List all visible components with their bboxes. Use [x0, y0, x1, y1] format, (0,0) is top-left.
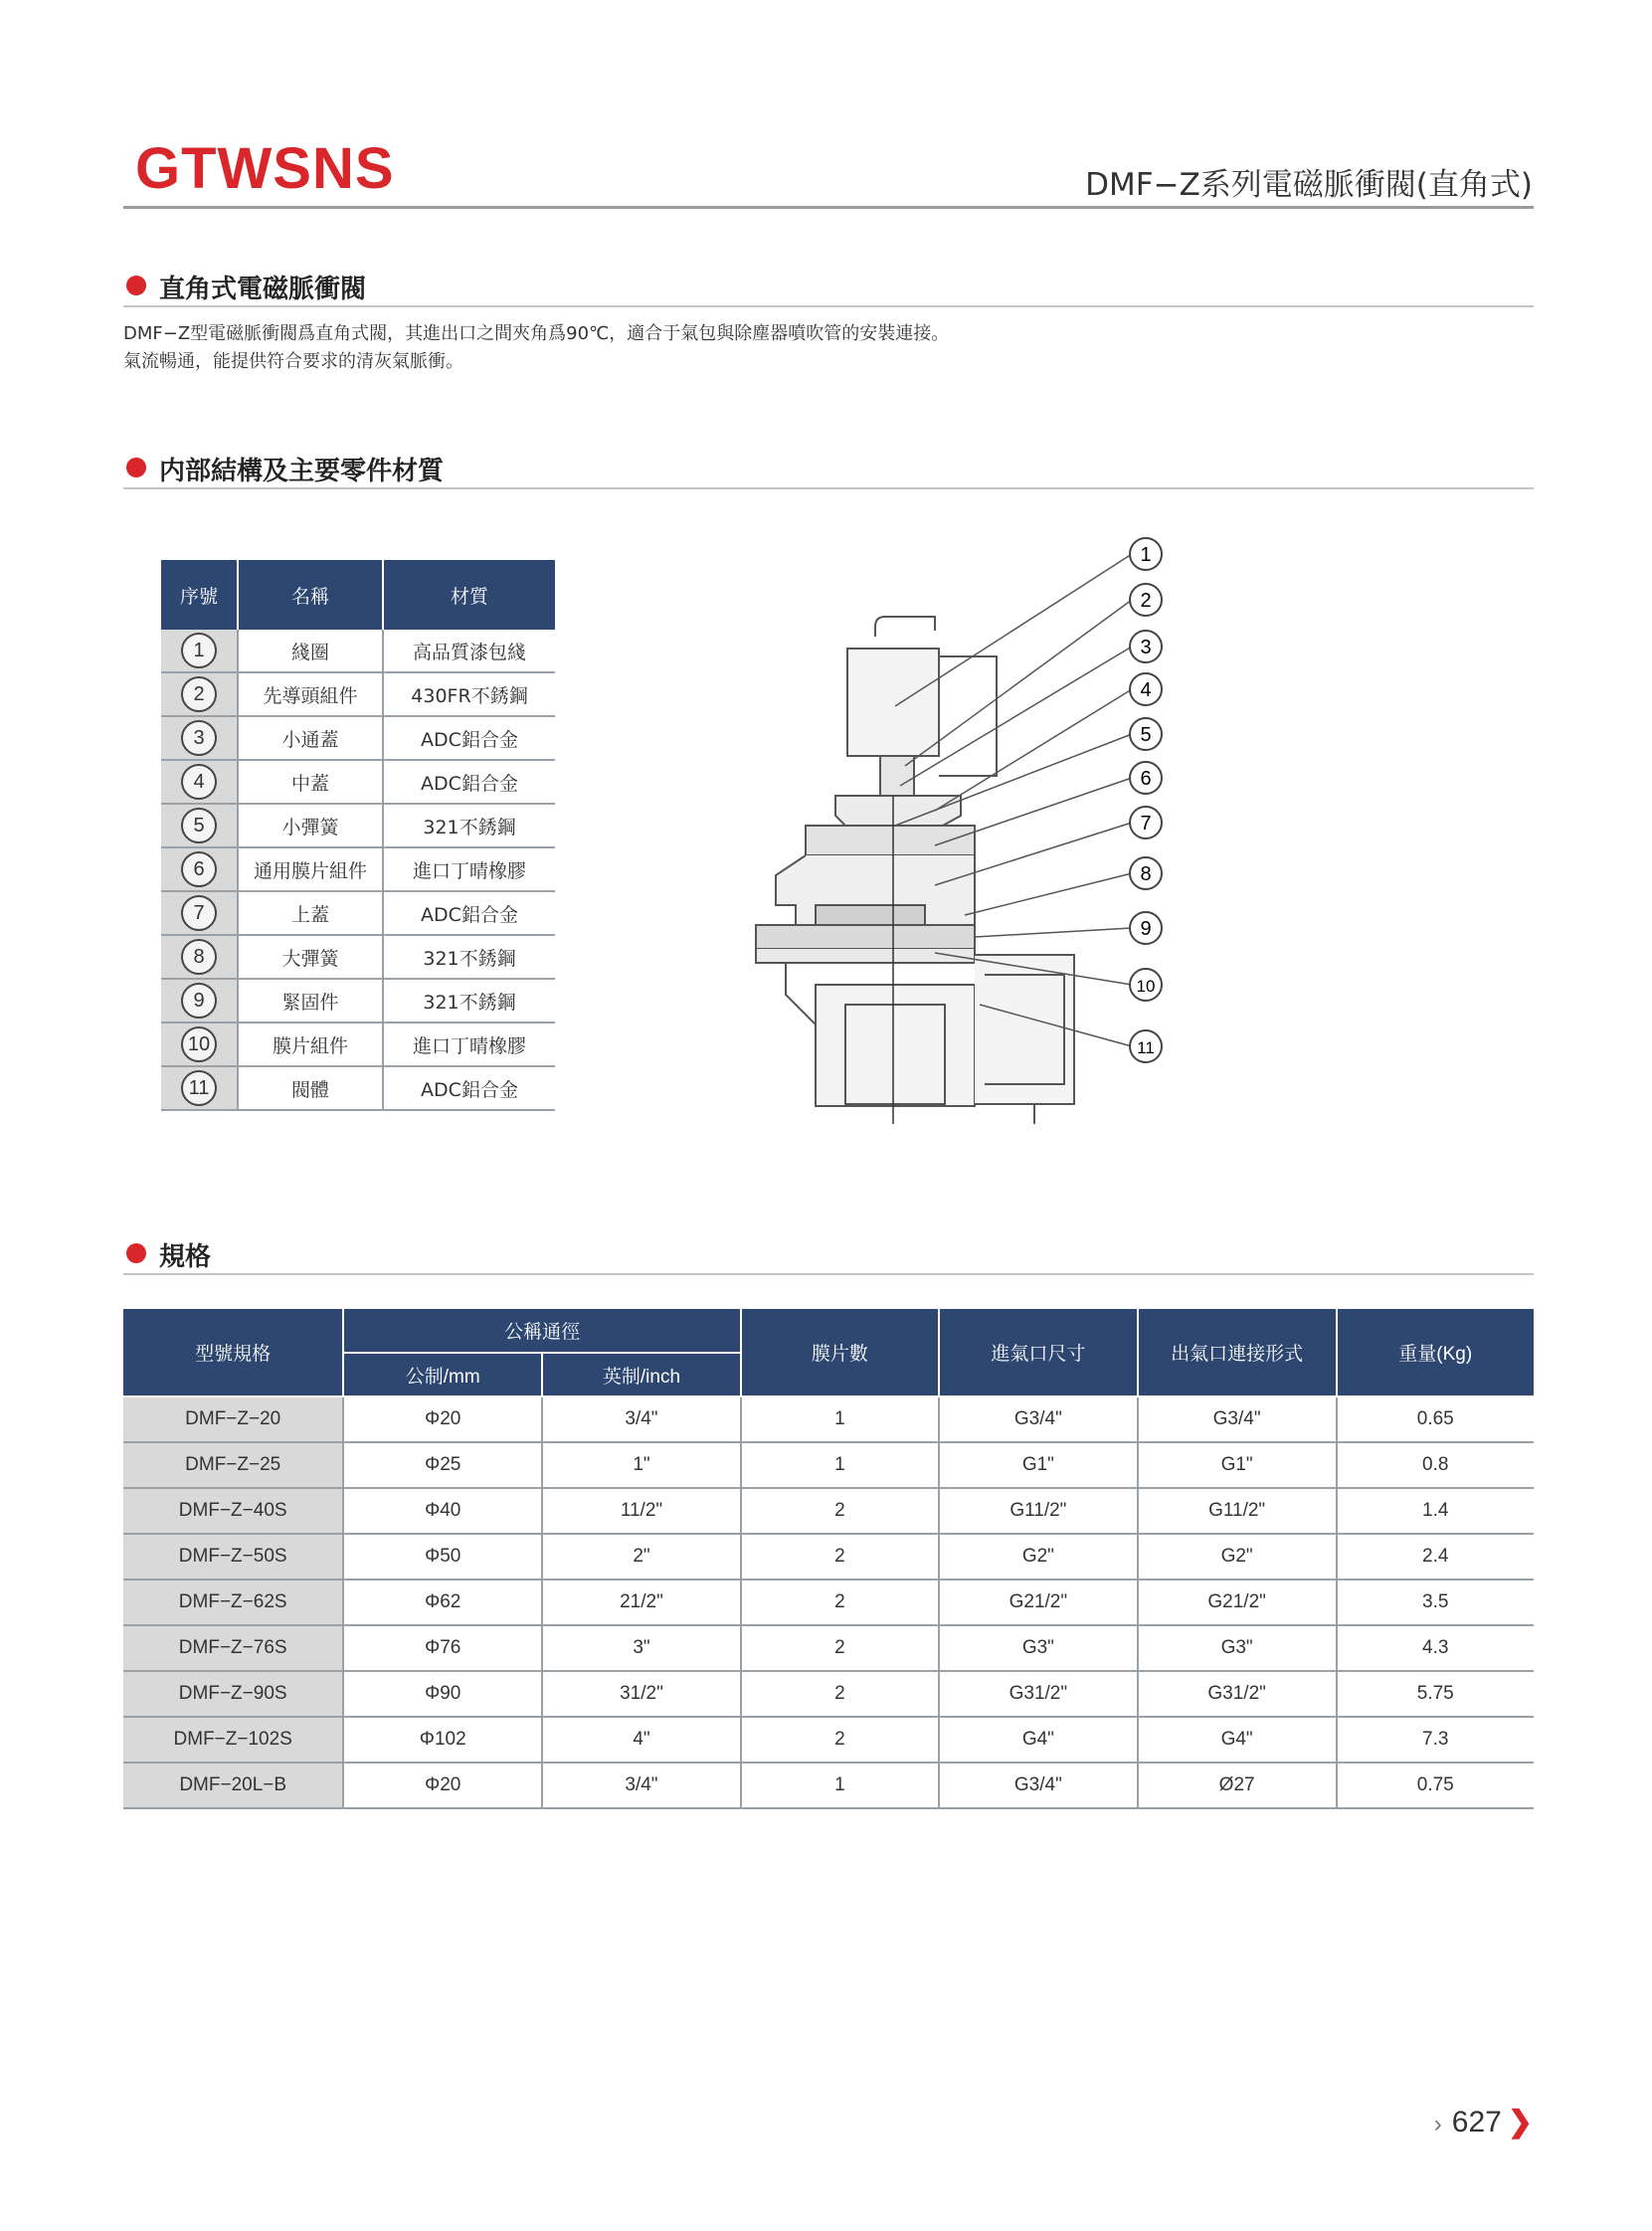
svg-text:6: 6 — [1140, 768, 1152, 790]
intro-line-1: DMF−Z型電磁脈衝閥爲直角式閥，其進出口之間夾角爲90℃，適合于氣包與除塵器噴吹管的安裝連接。 — [123, 323, 950, 344]
part-number-circle: 8 — [181, 939, 217, 975]
metric-cell: Φ76 — [343, 1625, 542, 1671]
header-divider — [123, 206, 1534, 209]
weight-cell: 5.75 — [1337, 1671, 1534, 1717]
outlet-type-cell: G3" — [1138, 1625, 1337, 1671]
part-number-cell — [161, 1066, 238, 1110]
spec-table — [123, 1309, 1534, 1809]
spec-row — [123, 1534, 1534, 1580]
part-number-cell — [161, 716, 238, 760]
inch-cell: 31/2" — [542, 1671, 741, 1717]
svg-text:2: 2 — [1140, 590, 1152, 612]
section-divider — [123, 1273, 1534, 1275]
callout-9 — [1130, 912, 1162, 944]
part-number-cell — [161, 935, 238, 979]
leader-line — [935, 689, 1132, 811]
metric-cell: Φ102 — [343, 1717, 542, 1763]
parts-header-name: 名稱 — [238, 560, 383, 630]
part-number-cell — [161, 804, 238, 847]
part-name-cell: 膜片組件 — [238, 1023, 383, 1066]
weight-cell: 2.4 — [1337, 1534, 1534, 1580]
coil-body — [847, 649, 939, 756]
spec-row — [123, 1763, 1534, 1808]
section-divider — [123, 305, 1534, 307]
part-material-cell: ADC鋁合金 — [383, 891, 555, 935]
inlet-size-cell: G3" — [939, 1625, 1138, 1671]
page-number — [1434, 2105, 1533, 2139]
section-title-intro: 直角式電磁脈衝閥 — [159, 275, 367, 304]
svg-text:10: 10 — [1136, 977, 1156, 996]
part-name-cell: 上蓋 — [238, 891, 383, 935]
leader-line — [965, 873, 1132, 915]
model-cell: DMF−Z−102S — [123, 1717, 343, 1763]
outlet-type-cell: G4" — [1138, 1717, 1337, 1763]
svg-text:4: 4 — [1140, 679, 1152, 701]
part-name-cell: 綫圈 — [238, 630, 383, 672]
pilot-head — [880, 756, 914, 796]
page-number-text: 627 — [1451, 2106, 1502, 2138]
spec-row — [123, 1488, 1534, 1534]
diaphragm-count-cell: 1 — [741, 1442, 939, 1488]
part-number-cell — [161, 630, 238, 672]
spec-header-metric: 公制/mm — [343, 1353, 542, 1396]
diaphragm-count-cell: 2 — [741, 1488, 939, 1534]
parts-row — [161, 847, 555, 891]
diaphragm — [756, 949, 975, 963]
series-title: DMF−Z系列電磁脈衝閥(直角式) — [1085, 167, 1533, 203]
diaphragm-count-cell: 2 — [741, 1580, 939, 1625]
part-number-cell — [161, 760, 238, 804]
outlet-type-cell: G3/4" — [1138, 1396, 1337, 1442]
section-title-spec: 規格 — [159, 1242, 212, 1272]
parts-table — [161, 560, 555, 1111]
callout-8 — [1130, 857, 1162, 889]
intro-text — [123, 320, 949, 376]
leader-line — [975, 928, 1132, 937]
parts-row — [161, 672, 555, 716]
svg-text:1: 1 — [1140, 544, 1152, 566]
spec-header-weight: 重量(Kg) — [1337, 1309, 1534, 1396]
small-cover — [835, 796, 961, 826]
outlet-type-cell: G2" — [1138, 1534, 1337, 1580]
coil-wire — [875, 617, 935, 637]
part-number-cell — [161, 891, 238, 935]
inch-cell: 3/4" — [542, 1763, 741, 1808]
valve-body — [816, 985, 975, 1106]
spec-row — [123, 1580, 1534, 1625]
spec-row — [123, 1396, 1534, 1442]
part-material-cell: 進口丁晴橡膠 — [383, 847, 555, 891]
part-number-cell — [161, 1023, 238, 1066]
inlet-size-cell: G2" — [939, 1534, 1138, 1580]
part-name-cell: 小通蓋 — [238, 716, 383, 760]
part-material-cell: 進口丁晴橡膠 — [383, 1023, 555, 1066]
model-cell: DMF−Z−20 — [123, 1396, 343, 1442]
inlet-size-cell: G3/4" — [939, 1396, 1138, 1442]
outlet-type-cell: G31/2" — [1138, 1671, 1337, 1717]
part-number-circle: 2 — [181, 676, 217, 712]
metric-cell: Φ20 — [343, 1396, 542, 1442]
part-number-circle: 11 — [181, 1070, 217, 1106]
callout-6 — [1130, 762, 1162, 794]
bullet-icon — [126, 458, 146, 477]
outlet-type-cell: Ø27 — [1138, 1763, 1337, 1808]
svg-text:7: 7 — [1140, 813, 1152, 835]
inlet-size-cell: G31/2" — [939, 1671, 1138, 1717]
weight-cell: 7.3 — [1337, 1717, 1534, 1763]
part-number-circle: 9 — [181, 983, 217, 1019]
callout-4 — [1130, 673, 1162, 705]
chevron-right-icon: ❯ — [1507, 2106, 1533, 2138]
inch-cell: 21/2" — [542, 1580, 741, 1625]
inch-cell: 2" — [542, 1534, 741, 1580]
callout-5 — [1130, 718, 1162, 750]
callout-11 — [1130, 1030, 1162, 1062]
inlet-port — [975, 955, 1074, 1104]
diaphragm-count-cell: 2 — [741, 1534, 939, 1580]
inch-cell: 3" — [542, 1625, 741, 1671]
spec-header-inch: 英制/inch — [542, 1353, 741, 1396]
bullet-icon — [126, 276, 146, 295]
brand-logo: GTWSNS — [135, 136, 395, 201]
part-material-cell: 高品質漆包綫 — [383, 630, 555, 672]
metric-cell: Φ50 — [343, 1534, 542, 1580]
metric-cell: Φ25 — [343, 1442, 542, 1488]
part-number-cell — [161, 672, 238, 716]
inlet-size-cell: G11/2" — [939, 1488, 1138, 1534]
diaphragm-count-cell: 1 — [741, 1396, 939, 1442]
model-cell: DMF−Z−40S — [123, 1488, 343, 1534]
model-cell: DMF−Z−90S — [123, 1671, 343, 1717]
intro-line-2: 氣流暢通，能提供符合要求的清灰氣脈衝。 — [123, 351, 463, 372]
inlet-size-cell: G1" — [939, 1442, 1138, 1488]
part-material-cell: ADC鋁合金 — [383, 760, 555, 804]
bullet-icon — [126, 1243, 146, 1263]
part-name-cell: 通用膜片組件 — [238, 847, 383, 891]
part-number-circle: 5 — [181, 808, 217, 843]
spec-header-diaphragms: 膜片數 — [741, 1309, 939, 1396]
parts-row — [161, 804, 555, 847]
parts-row — [161, 630, 555, 672]
inch-cell: 11/2" — [542, 1488, 741, 1534]
parts-row — [161, 760, 555, 804]
parts-row — [161, 891, 555, 935]
model-cell: DMF−Z−50S — [123, 1534, 343, 1580]
inch-cell: 3/4" — [542, 1396, 741, 1442]
spec-row — [123, 1442, 1534, 1488]
callout-7 — [1130, 807, 1162, 838]
inlet-size-cell: G21/2" — [939, 1580, 1138, 1625]
part-material-cell: 430FR不銹鋼 — [383, 672, 555, 716]
spec-header-outlet: 出氣口連接形式 — [1138, 1309, 1337, 1396]
parts-row — [161, 1023, 555, 1066]
spec-header-inlet: 進氣口尺寸 — [939, 1309, 1138, 1396]
diaphragm-count-cell: 2 — [741, 1717, 939, 1763]
svg-text:5: 5 — [1140, 724, 1152, 746]
svg-text:9: 9 — [1140, 918, 1152, 940]
part-material-cell: 321不銹鋼 — [383, 804, 555, 847]
leader-line — [895, 554, 1132, 706]
parts-row — [161, 1066, 555, 1110]
weight-cell: 1.4 — [1337, 1488, 1534, 1534]
part-material-cell: ADC鋁合金 — [383, 716, 555, 760]
inch-cell: 1" — [542, 1442, 741, 1488]
part-name-cell: 閥體 — [238, 1066, 383, 1110]
inlet-size-cell: G4" — [939, 1717, 1138, 1763]
leader-line — [935, 778, 1132, 845]
part-name-cell: 中蓋 — [238, 760, 383, 804]
model-cell: DMF−20L−B — [123, 1763, 343, 1808]
part-name-cell: 先導頭組件 — [238, 672, 383, 716]
part-name-cell: 大彈簧 — [238, 935, 383, 979]
spec-header-nominal: 公稱通徑 — [343, 1309, 740, 1353]
svg-text:3: 3 — [1140, 637, 1152, 658]
spring — [816, 905, 925, 925]
spec-header-model: 型號規格 — [123, 1309, 343, 1396]
diaphragm-count-cell: 2 — [741, 1625, 939, 1671]
model-cell: DMF−Z−76S — [123, 1625, 343, 1671]
callout-1 — [1130, 538, 1162, 570]
part-number-circle: 4 — [181, 764, 217, 800]
part-number-circle: 7 — [181, 895, 217, 931]
part-number-circle: 3 — [181, 720, 217, 756]
callout-10 — [1130, 969, 1162, 1001]
parts-row — [161, 935, 555, 979]
part-material-cell: 321不銹鋼 — [383, 979, 555, 1023]
part-material-cell: ADC鋁合金 — [383, 1066, 555, 1110]
part-number-circle: 10 — [181, 1026, 217, 1062]
parts-row — [161, 716, 555, 760]
part-number-circle: 1 — [181, 633, 217, 668]
inlet-size-cell: G3/4" — [939, 1763, 1138, 1808]
weight-cell: 0.65 — [1337, 1396, 1534, 1442]
parts-header-no: 序號 — [161, 560, 238, 630]
parts-header-material: 材質 — [383, 560, 555, 630]
inch-cell: 4" — [542, 1717, 741, 1763]
diaphragm-count-cell: 2 — [741, 1671, 939, 1717]
metric-cell: Φ40 — [343, 1488, 542, 1534]
section-divider — [123, 487, 1534, 489]
part-name-cell: 緊固件 — [238, 979, 383, 1023]
part-name-cell: 小彈簧 — [238, 804, 383, 847]
parts-row — [161, 979, 555, 1023]
model-cell: DMF−Z−62S — [123, 1580, 343, 1625]
diaphragm-flange — [756, 925, 975, 949]
metric-cell: Φ62 — [343, 1580, 542, 1625]
valve-cross-section-diagram — [736, 527, 1193, 1124]
part-material-cell: 321不銹鋼 — [383, 935, 555, 979]
weight-cell: 3.5 — [1337, 1580, 1534, 1625]
svg-text:8: 8 — [1140, 863, 1152, 885]
model-cell: DMF−Z−25 — [123, 1442, 343, 1488]
svg-text:11: 11 — [1137, 1038, 1155, 1057]
outlet-type-cell: G21/2" — [1138, 1580, 1337, 1625]
section-title-structure: 内部結構及主要零件材質 — [159, 457, 445, 486]
part-number-circle: 6 — [181, 851, 217, 887]
weight-cell: 0.8 — [1337, 1442, 1534, 1488]
spec-row — [123, 1625, 1534, 1671]
weight-cell: 0.75 — [1337, 1763, 1534, 1808]
part-number-cell — [161, 847, 238, 891]
callout-3 — [1130, 631, 1162, 662]
chevron-right-icon: › — [1433, 2111, 1442, 2138]
metric-cell: Φ90 — [343, 1671, 542, 1717]
callout-2 — [1130, 584, 1162, 616]
weight-cell: 4.3 — [1337, 1625, 1534, 1671]
part-number-cell — [161, 979, 238, 1023]
metric-cell: Φ20 — [343, 1763, 542, 1808]
outlet-type-cell: G1" — [1138, 1442, 1337, 1488]
diaphragm-count-cell: 1 — [741, 1763, 939, 1808]
outlet-type-cell: G11/2" — [1138, 1488, 1337, 1534]
spec-row — [123, 1671, 1534, 1717]
spec-row — [123, 1717, 1534, 1763]
